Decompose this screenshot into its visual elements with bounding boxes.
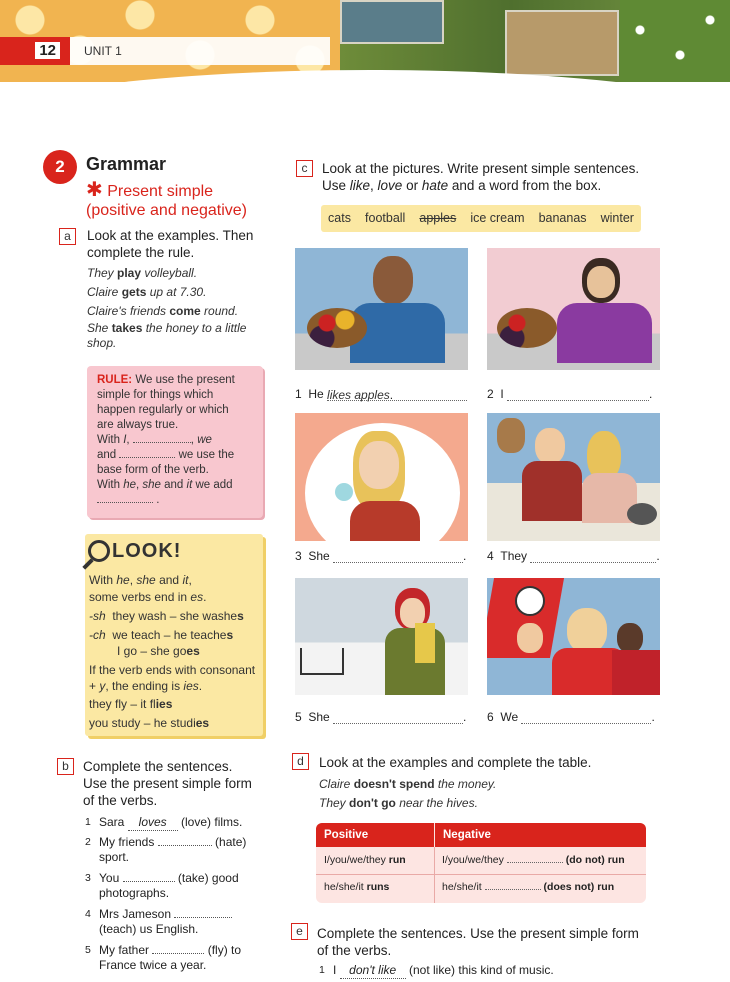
table-cell: he/she/it (does not) run [442, 881, 615, 893]
look-line: -ch we teach – he teaches [89, 628, 234, 642]
rule-box: RULE: We use the present simple for things which happen regularly or which are always true. With I, , we and we use the base form of the verb. With he, she and it we add . [87, 366, 263, 518]
grammar-table [316, 823, 646, 903]
look-line: they fly – it flies [89, 697, 173, 711]
picture-boy-apple [295, 248, 468, 370]
answer-blank[interactable] [133, 442, 191, 443]
look-line: I go – she goes [117, 644, 200, 658]
picture-girl-icecream [295, 413, 468, 541]
answer-blank[interactable]: loves [128, 815, 178, 831]
example-line: Claire doesn't spend the money. [319, 777, 497, 791]
answer-blank[interactable] [97, 502, 153, 503]
exercise-letter-e: e [291, 923, 308, 940]
caption-1: 1 He likes apples. [295, 387, 468, 401]
caption-2: 2 I . [487, 387, 653, 401]
unit-label: UNIT 1 [84, 44, 122, 58]
example-line: She takes the honey to a little shop. [87, 321, 247, 350]
exercise-e-item: 1 I don't like (not like) this kind of music. [319, 963, 554, 977]
page-number-tab [0, 37, 70, 65]
example-line: They don't go near the hives. [319, 796, 478, 810]
section-title: Grammar [86, 154, 167, 174]
answer-blank[interactable] [158, 845, 212, 846]
look-line: you study – he studies [89, 716, 210, 730]
exercise-b-item: 2 My friends (hate) sport. [85, 835, 247, 864]
example-line: Claire gets up at 7.30. [87, 285, 207, 299]
answer-blank[interactable] [119, 457, 175, 458]
answer-blank[interactable]: don't like [340, 963, 406, 979]
word-item: bananas [538, 211, 587, 225]
exercise-c-instruction: Look at the pictures. Write present simple sentences. Use like, love or hate and a word from the box. [322, 161, 640, 193]
exercise-b-item: 4 Mrs Jameson (teach) us English. [85, 907, 265, 937]
caption-6: 6 We . [487, 710, 655, 724]
word-item: cats [328, 211, 351, 225]
table-cell: I/you/we/they (do not) run [442, 854, 625, 866]
look-title: LOOK! [112, 540, 182, 562]
example-line: Claire's friends come round. [87, 304, 239, 318]
answer-blank[interactable]: likes apples. [327, 388, 467, 401]
caption-4: 4 They . [487, 549, 660, 563]
answer-blank[interactable] [333, 550, 463, 563]
answer-blank[interactable] [507, 388, 649, 401]
exercise-b-item: 3 You (take) good photographs. [85, 871, 239, 900]
answer-blank[interactable] [123, 881, 175, 882]
exercise-letter-d: d [292, 753, 309, 770]
word-item: football [365, 211, 406, 225]
picture-girl-winter [295, 578, 468, 695]
answer-blank[interactable] [485, 889, 541, 890]
answer-blank[interactable] [507, 862, 563, 863]
exercise-b-instruction: Complete the sentences. Use the present simple form of the verbs. [83, 759, 252, 808]
caption-5: 5 She . [295, 710, 467, 724]
answer-blank[interactable] [530, 550, 656, 563]
exercise-letter-c: c [296, 160, 313, 177]
look-line: If the verb ends with consonant [89, 663, 256, 677]
exercise-a-instruction: Look at the examples. Then complete the rule. [87, 228, 254, 260]
beehive-image [505, 10, 619, 76]
exercise-letter-b: b [57, 758, 74, 775]
answer-blank[interactable] [174, 917, 232, 918]
answer-blank[interactable] [333, 711, 463, 724]
look-line: -sh they wash – she washes [89, 609, 244, 623]
exercise-b-item: 5 My father (fly) to France twice a year. [85, 943, 242, 972]
table-cell: he/she/it runs [324, 881, 390, 893]
exercise-a-examples [87, 264, 267, 351]
word-box [321, 205, 641, 232]
exercise-e-instruction: Complete the sentences. Use the present simple form of the verbs. [317, 926, 639, 958]
beehive-image [340, 0, 444, 44]
exercise-letter-a: a [59, 228, 76, 245]
section-subtitle: ✱ Present simple (positive and negative) [86, 179, 247, 219]
caption-3: 3 She . [295, 549, 467, 563]
word-item-used: apples [419, 211, 457, 225]
look-line: With he, she and it, [89, 573, 192, 587]
exercise-d-examples [319, 775, 496, 813]
section-number: 2 [43, 150, 77, 184]
table-header-negative: Negative [435, 823, 646, 847]
picture-football-fans [487, 578, 660, 695]
star-icon: ✱ [86, 179, 103, 201]
example-line: They play volleyball. [87, 266, 198, 280]
table-header-positive: Positive [316, 823, 434, 847]
exercise-d-instruction: Look at the examples and complete the table. [319, 755, 592, 770]
picture-couple-cats [487, 413, 660, 541]
picture-girl-banana [487, 248, 660, 370]
answer-blank[interactable] [152, 953, 204, 954]
word-item: ice cream [470, 211, 525, 225]
table-cell: I/you/we/they run [324, 854, 406, 866]
exercise-b-item: 1 Sara loves (love) films. [85, 815, 243, 829]
page-number: 12 [35, 42, 60, 59]
answer-blank[interactable] [521, 711, 651, 724]
flowers-image [620, 0, 730, 82]
look-line: some verbs end in es. [89, 590, 207, 604]
word-item: winter [600, 211, 634, 225]
look-line: + y, the ending is ies. [89, 679, 203, 693]
